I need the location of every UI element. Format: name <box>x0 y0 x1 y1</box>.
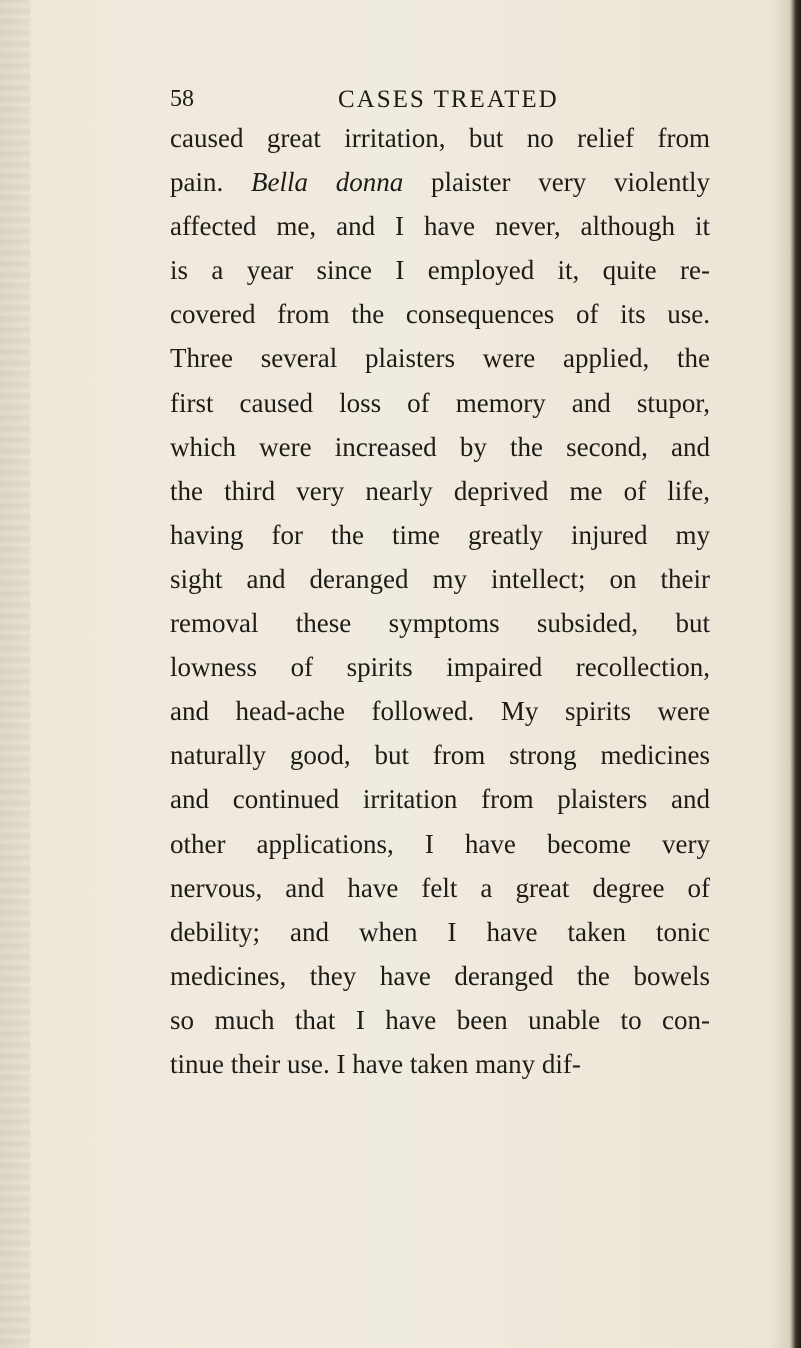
running-title: CASES TREATED <box>338 86 559 113</box>
text-line: nervous, and have felt a great degree of <box>170 872 710 903</box>
page-binding-edge <box>0 0 30 1348</box>
text-line: lowness of spirits impaired recollection, <box>170 652 710 683</box>
text-line: and head-ache followed. My spirits were <box>170 696 710 727</box>
text-line: tinue their use. I have taken many dif- <box>170 1048 581 1079</box>
text-line: covered from the consequences of its use. <box>170 299 710 330</box>
text-line: sight and deranged my intellect; on their <box>170 563 710 594</box>
text-line: which were increased by the second, and <box>170 431 710 462</box>
text-line: the third very nearly deprived me of life, <box>170 475 710 506</box>
text-line-start: pain. <box>170 167 252 198</box>
text-line: other applications, I have become very <box>170 828 710 859</box>
text-line: debility; and when I have taken tonic <box>170 916 710 947</box>
text-line: removal these symptoms subsided, but <box>170 608 710 639</box>
text-line: Three several plaisters were applied, the <box>170 343 710 374</box>
italic-term: Bella donna <box>251 167 404 198</box>
text-line: medicines, they have deranged the bowels <box>170 960 710 991</box>
text-line <box>170 160 710 204</box>
text-line: naturally good, but from strong medicines <box>170 740 710 771</box>
text-line: is a year since I employed it, quite re- <box>170 255 710 286</box>
text-line: having for the time greatly injured my <box>170 519 710 550</box>
text-line: affected me, and I have never, although it <box>170 211 710 242</box>
page-number: 58 <box>170 86 194 112</box>
text-line-end: plaister very violently <box>403 167 710 198</box>
text-line: and continued irritation from plaisters and <box>170 784 710 815</box>
text-line: first caused loss of memory and stupor, <box>170 387 710 418</box>
body-text <box>170 116 710 1086</box>
running-head <box>0 80 801 120</box>
text-line: so much that I have been unable to con- <box>170 1004 710 1035</box>
text-line: caused great irritation, but no relief from <box>170 123 710 153</box>
